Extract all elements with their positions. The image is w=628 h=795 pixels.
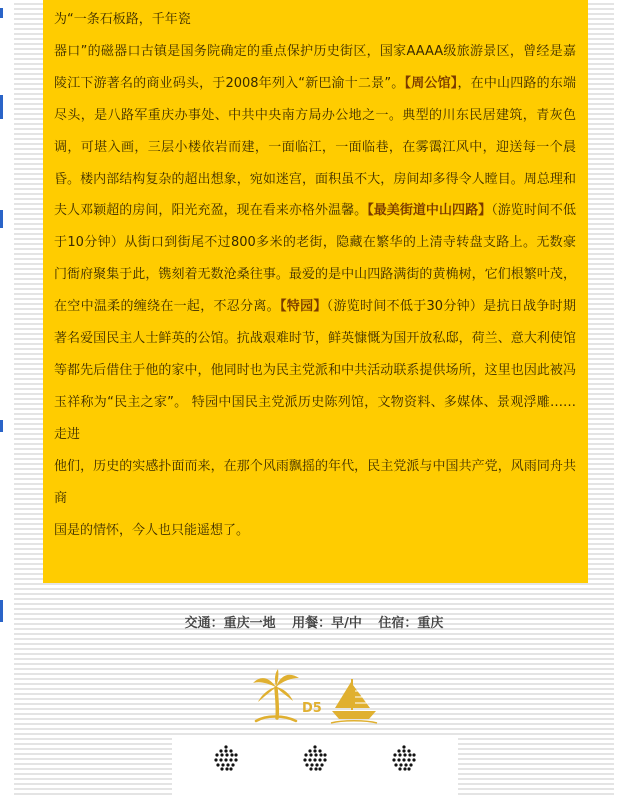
- zhougongguan-text: ，在中山四路的东端尽头，是八路军重庆办事处、中共中央南方局办公地之一。典型的川东民居建筑，青灰色调，可堪入画，三层小楼依岩而建，一面临江，一面临巷，在雾霭江风中，迎送每一个晨昏。楼内部结构复杂的超出想象，宛如迷宫，面积虽不大，房间却多得令人瞠目。周总理和夫人邓颖超的房间，阳光充盈，现在看来亦格外温馨。: [54, 75, 576, 219]
- palm-tree-icon: [250, 668, 302, 726]
- teyuan-text: （游览时间不低于30分钟）是抗日战争时期著名爱国民主人士鲜英的公馆。抗战艰难时节，鲜英慷慨为国开放私邸，荷兰、意大利使馆等都先后借住于他的家中，他同时也为民主党派和中共活动联系提供场所，这里也因此被冯玉祥称为“民主之家”。 特园中国民主党派历史陈列馆，文物资料、多媒体、景观浮雕……走进: [54, 299, 576, 442]
- intro-line-2: 器口”的磁器口古镇是国务院确定的重点保护历史街区，国家AAAA级旅游景区，曾经是嘉陵江下游著名的商业码头，于2008年列入“新巴渝十二景”。: [54, 43, 576, 91]
- day-badge: [250, 668, 380, 726]
- day-label: D5: [302, 701, 322, 716]
- lodging-info: 住宿：重庆: [378, 616, 444, 631]
- meals-info: 用餐：早/中: [292, 616, 362, 631]
- closing-line-1: 他们，历史的实感扑面而来，在那个风雨飘摇的年代，民主党派与中国共产党，风雨同舟共商: [54, 458, 576, 506]
- trip-info-line: [0, 612, 628, 631]
- zhongshan-road-text: （游览时间不低于10分钟）从街口到街尾不过800多米的老街，隐藏在繁华的上清寺转盘支路上。无数豪门衙府聚集于此，镌刻着无数沧桑往事。最爱的是中山四路满街的黄桷树，它们根繁叶茂，在空中温柔的缠绕在一起，不忍分离。: [54, 203, 576, 315]
- right-edge-strip: [614, 0, 628, 795]
- intro-line-1: 为“一条石板路，千年瓷: [54, 12, 191, 27]
- edge-mark: [0, 210, 3, 228]
- zhougongguan-title: 【周公馆】: [404, 75, 458, 91]
- sailboat-icon: [330, 676, 378, 724]
- decorative-pattern-panel: [172, 736, 458, 795]
- zhongshan-road-title: 【最美街道中山四路】: [367, 203, 492, 219]
- pattern-icon: [212, 744, 240, 772]
- itinerary-content-box: [43, 0, 588, 583]
- edge-mark: [0, 8, 3, 18]
- edge-mark: [0, 95, 3, 119]
- pattern-icon: [390, 744, 418, 772]
- left-edge-strip: [0, 0, 14, 795]
- transport-info: 交通：重庆一地: [184, 616, 276, 631]
- teyuan-title: 【特园】: [279, 299, 327, 315]
- closing-line-2: 国是的情怀，今人也只能遥想了。: [54, 522, 250, 538]
- pattern-icon: [301, 744, 329, 772]
- edge-mark: [0, 420, 3, 432]
- intro-paragraph: [54, 36, 576, 451]
